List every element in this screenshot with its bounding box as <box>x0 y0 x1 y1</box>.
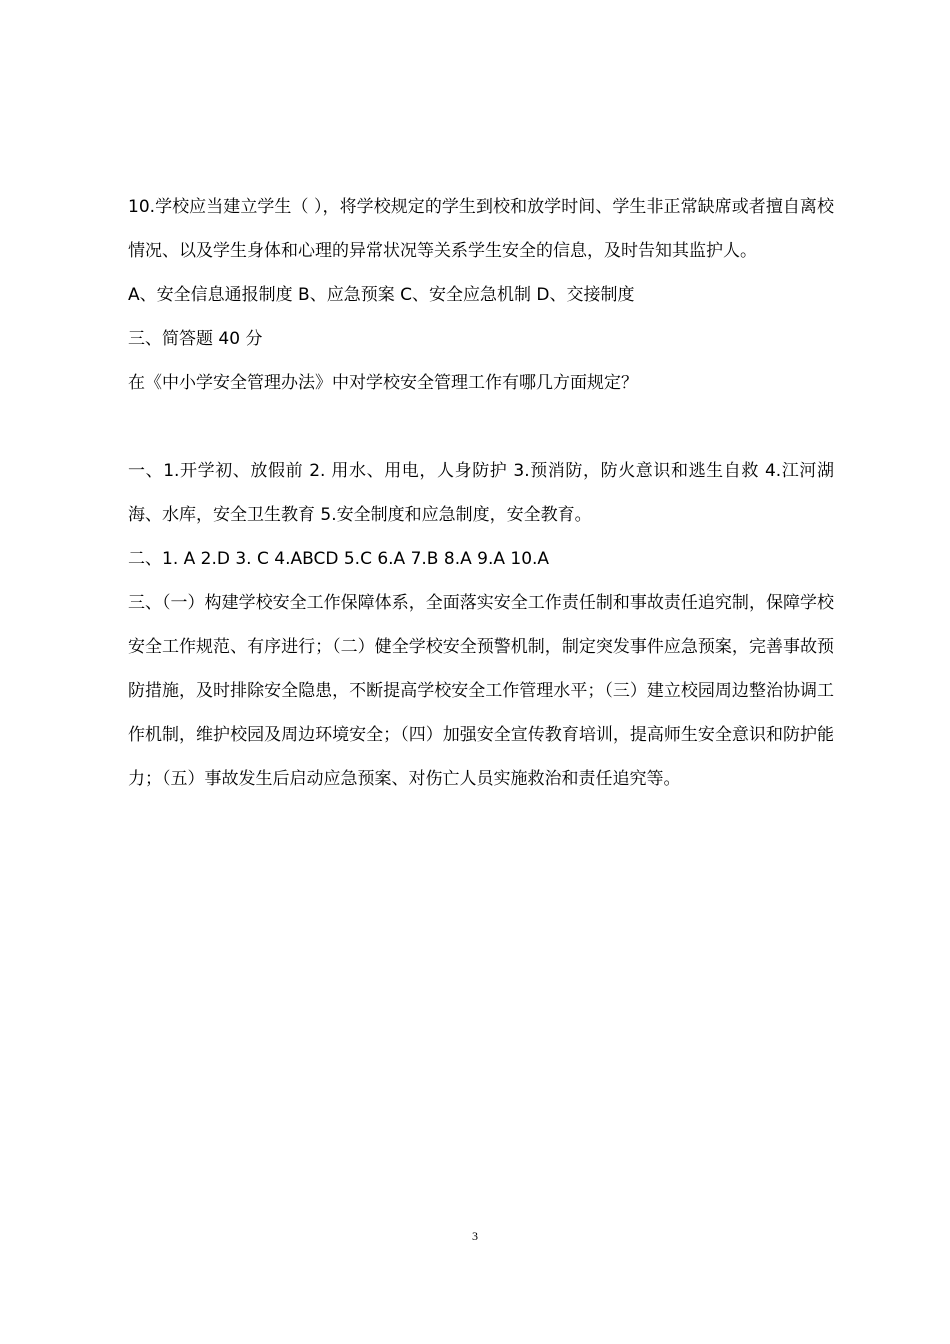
answer-part-2: 二、1. A 2.D 3. C 4.ABCD 5.C 6.A 7.B 8.A 9.A 10.A <box>128 549 550 569</box>
question-10-options: A、安全信息通报制度 B、应急预案 C、安全应急机制 D、交接制度 <box>128 285 635 305</box>
answer-part-3: 三、（一）构建学校安全工作保障体系，全面落实安全工作责任制和事故责任追究制，保障学校安全工作规范、有序进行；（二）健全学校安全预警机制，制定突发事件应急预案，完善事故预防措施，及时排除安全隐患，不断提高学校安全工作管理水平；（三）建立校园周边整治协调工作机制，维护校园及周边环境安全；（四）加强安全宣传教育培训，提高师生安全意识和防护能力；（五）事故发生后启动应急预案、对伤亡人员实施救治和责任追究等。 <box>128 593 834 789</box>
blank-gap <box>128 405 834 449</box>
page-number: 3 <box>472 1229 478 1243</box>
essay-question: 在《中小学安全管理办法》中对学校安全管理工作有哪几方面规定？ <box>128 373 638 393</box>
answer-part-1: 一、1.开学初、放假前 2. 用水、用电，人身防护 3.预消防，防火意识和逃生自救 4.江河湖海、水库，安全卫生教育 5.安全制度和应急制度，安全教育。 <box>128 461 834 525</box>
question-10-stem: 10.学校应当建立学生（ ），将学校规定的学生到校和放学时间、学生非正常缺席或者擅自离校情况、以及学生身体和心理的异常状况等关系学生安全的信息，及时告知其监护人。 <box>128 197 834 261</box>
document-body <box>128 185 834 801</box>
section-3-heading: 三、简答题 40 分 <box>128 329 263 349</box>
